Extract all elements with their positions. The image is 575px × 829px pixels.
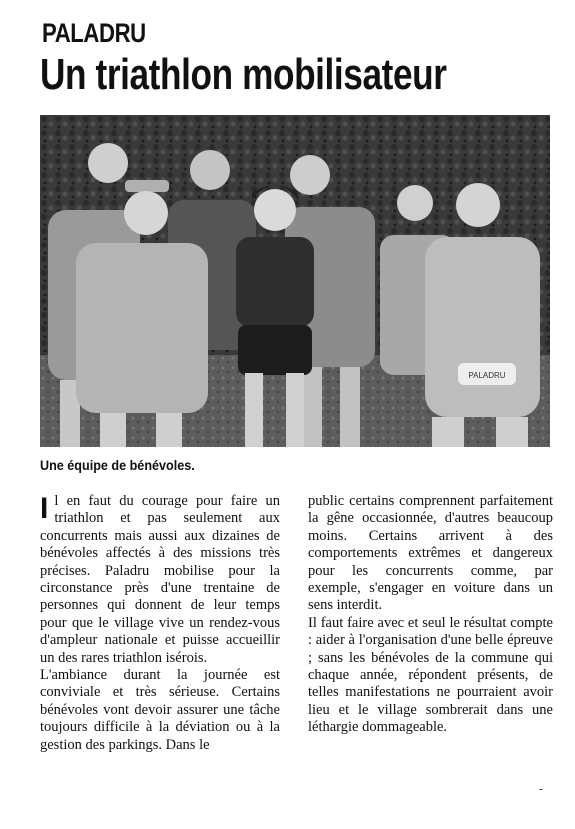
- article-headline: Un triathlon mobilisateur: [40, 50, 447, 99]
- paragraph: L'ambiance durant la journée est conviviale et très sérieuse. Certains bénévoles vont devoir assurer une tâche toujours difficile à la déviation ou à la gestion des parkings. Dans le: [40, 667, 280, 753]
- paragraph: public certains comprennent parfaitement la gêne occasionnée, d'autres beaucoup moins. Certains arrivent à des comportements extrêmes et dangereux pour les concurrents comme, par exemple, s'engager en voiture dans un sens interdit.: [308, 493, 553, 614]
- team-photo: [40, 115, 550, 447]
- paragraph: [40, 493, 280, 667]
- drop-cap: I: [40, 492, 49, 525]
- paragraph-text: l en faut du courage pour faire un triathlon et pas seulement aux concurrents mais aussi aux dizaines de bénévoles affectés à des missions très précises. Paladru mobilise pour la circonstance près d'une trentaine de personnes qui donnent de leur temps pour que le village vive un rendez-vous d'ampleur nationale et puisse accueillir un des rares triathlon isérois.: [40, 493, 280, 666]
- volunteers-photo-illustration: [40, 115, 550, 447]
- photo-caption: Une équipe de bénévoles.: [40, 457, 195, 473]
- end-mark: -: [539, 783, 543, 795]
- paragraph: Il faut faire avec et seul le résultat compte : aider à l'organisation d'une belle épreuve ; sans les bénévoles de la commune qui chaque année, répondent présents, de telles manifestations ne pourraient avoir lieu et le village sombrerait dans une léthargie dommageable.: [308, 614, 553, 736]
- article-column-2: [308, 493, 553, 737]
- article-column-1: [40, 493, 280, 754]
- belt-label: PALADRU: [468, 371, 506, 380]
- article-kicker: PALADRU: [42, 18, 146, 48]
